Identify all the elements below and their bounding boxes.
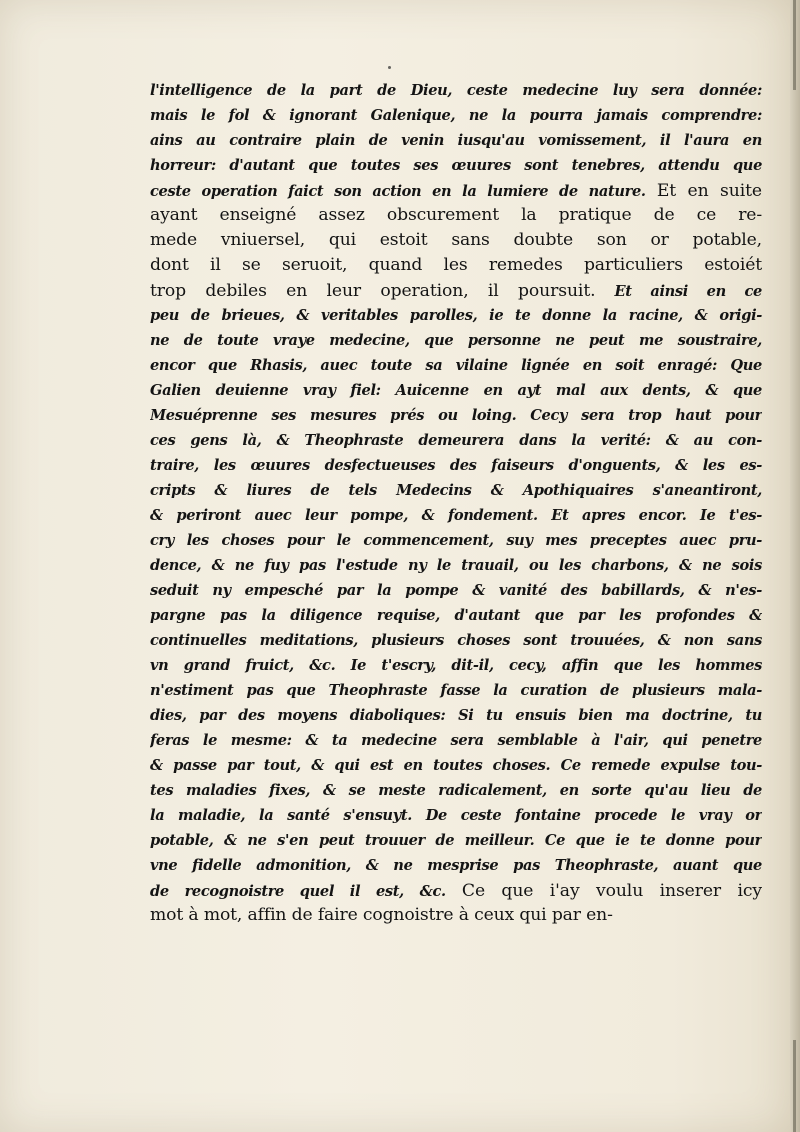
roman-run: Et en suite — [656, 181, 762, 201]
italic-run: encor que Rhasis, auec toute sa vilaine lignée en soit enragé: Que — [150, 357, 762, 374]
italic-run: tes maladies fixes, & se meste radicalement, en sorte qu'au lieu de — [150, 782, 762, 799]
text-line — [150, 503, 762, 528]
text-line — [150, 753, 762, 778]
text-line — [150, 378, 762, 403]
italic-run: dies, par des moyens diaboliques: Si tu ensuis bien ma doctrine, tu — [150, 707, 762, 724]
text-line — [150, 578, 762, 603]
text-line — [150, 678, 762, 703]
text-line — [150, 253, 762, 278]
italic-run: l'intelligence de la part de Dieu, ceste medecine luy sera donnée: — [150, 82, 762, 99]
page-gutter — [790, 0, 800, 1132]
text-line — [150, 478, 762, 503]
italic-run: Et ainsi en ce — [614, 283, 762, 300]
text-line — [150, 653, 762, 678]
italic-run: ceste operation faict son action en la lumiere de nature. — [150, 183, 646, 200]
italic-run: Galien deuienne vray fiel: Auicenne en ayt mal aux dents, & que — [150, 382, 762, 399]
italic-run: mais le fol & ignorant Galenique, ne la pourra jamais comprendre: — [150, 107, 762, 124]
italic-run: & periront auec leur pompe, & fondement. Et apres encor. Ie t'es- — [150, 507, 762, 524]
text-line — [150, 628, 762, 653]
italic-run: pargne pas la diligence requise, d'autant que par les profondes & — [150, 607, 762, 624]
text-line — [150, 778, 762, 803]
italic-run: dence, & ne fuy pas l'estude ny le trauail, ou les charbons, & ne sois — [150, 557, 762, 574]
italic-run: & passe par tout, & qui est en toutes choses. Ce remede expulse tou- — [150, 757, 762, 774]
italic-run: Mesuéprenne ses mesures prés ou loing. Cecy sera trop haut pour — [150, 407, 762, 424]
roman-run: mede vniuersel, qui estoit sans doubte son or potable, — [150, 230, 762, 250]
italic-run: seduit ny empesché par la pompe & vanité des babillards, & n'es- — [150, 582, 762, 599]
text-line — [150, 128, 762, 153]
gutter-mark-bottom — [793, 1040, 796, 1132]
text-line — [150, 78, 762, 103]
roman-run: mot à mot, affin de faire cognoistre à ceux qui par en- — [150, 905, 613, 925]
text-line — [150, 228, 762, 253]
italic-run: traire, les œuures desfectueuses des faiseurs d'onguents, & les es- — [150, 457, 762, 474]
italic-run: horreur: d'autant que toutes ses œuures sont tenebres, attendu que — [150, 157, 762, 174]
italic-run: vn grand fruict, &c. Ie t'escry, dit-il, cecy, affin que les hommes — [150, 657, 762, 674]
italic-run: ces gens là, & Theophraste demeurera dans la verité: & au con- — [150, 432, 762, 449]
text-line — [150, 603, 762, 628]
gutter-mark-top — [793, 0, 796, 90]
italic-run: cry les choses pour le commencement, suy mes preceptes auec pru- — [150, 532, 762, 549]
text-line — [150, 203, 762, 228]
text-line — [150, 328, 762, 353]
italic-run: cripts & liures de tels Medecins & Apothiquaires s'aneantiront, — [150, 482, 762, 499]
ink-speck — [388, 66, 391, 69]
text-line — [150, 178, 762, 203]
text-line — [150, 903, 762, 928]
italic-run: de recognoistre quel il est, &c. — [150, 883, 446, 900]
text-line — [150, 528, 762, 553]
body-text — [150, 78, 762, 928]
text-line — [150, 803, 762, 828]
italic-run: peu de brieues, & veritables parolles, ie te donne la racine, & origi- — [150, 307, 762, 324]
text-line — [150, 278, 762, 303]
text-line — [150, 853, 762, 878]
text-line — [150, 403, 762, 428]
text-line — [150, 103, 762, 128]
text-line — [150, 728, 762, 753]
italic-run: la maladie, la santé s'ensuyt. De ceste fontaine procede le vray or — [150, 807, 762, 824]
roman-run: dont il se seruoit, quand les remedes particuliers estoiét — [150, 255, 762, 275]
italic-run: n'estiment pas que Theophraste fasse la curation de plusieurs mala- — [150, 682, 762, 699]
text-line — [150, 828, 762, 853]
italic-run: feras le mesme: & ta medecine sera semblable à l'air, qui penetre — [150, 732, 762, 749]
italic-run: ne de toute vraye medecine, que personne ne peut me soustraire, — [150, 332, 762, 349]
roman-run: trop debiles en leur operation, il poursuit. — [150, 281, 596, 301]
text-line — [150, 703, 762, 728]
text-line — [150, 153, 762, 178]
text-line — [150, 353, 762, 378]
italic-run: potable, & ne s'en peut trouuer de meilleur. Ce que ie te donne pour — [150, 832, 762, 849]
roman-run: ayant enseigné assez obscurement la pratique de ce re- — [150, 205, 762, 225]
roman-run: Ce que i'ay voulu inserer icy — [461, 881, 762, 901]
italic-run: ains au contraire plain de venin iusqu'au vomissement, il l'aura en — [150, 132, 762, 149]
italic-run: continuelles meditations, plusieurs choses sont trouuées, & non sans — [150, 632, 762, 649]
text-line — [150, 453, 762, 478]
text-line — [150, 553, 762, 578]
text-line — [150, 878, 762, 903]
text-line — [150, 303, 762, 328]
italic-run: vne fidelle admonition, & ne mesprise pas Theophraste, auant que — [150, 857, 762, 874]
text-line — [150, 428, 762, 453]
